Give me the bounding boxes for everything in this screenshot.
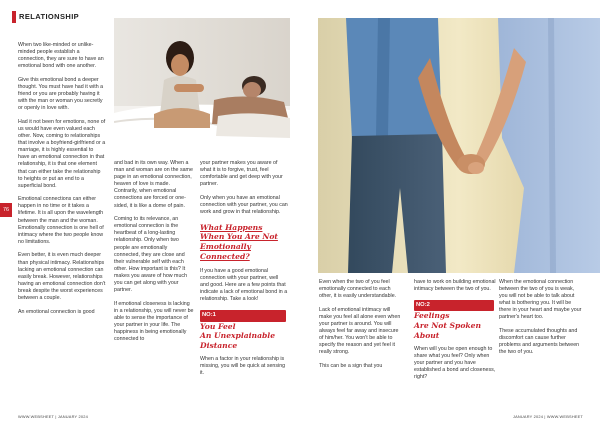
subheading-line: Are Not Spoken	[414, 321, 481, 331]
paragraph: An emotional connection is good	[18, 308, 95, 315]
couple-bed-illustration	[114, 18, 290, 155]
paragraph: Coming to its relevance, an emotional connection is the heartbeat of a long-lasting relationship. Only when two people are emotionally connected, they are close and their vulnerable self with each other. How important is this? It makes you aware of how much you can get along with your partner.	[114, 216, 188, 294]
holding-hands-illustration	[318, 18, 600, 273]
paragraph: If emotional closeness is lacking in a relationship, you will never be able to sense the importance of your partner in your life. The happiness in being emotionally connected to	[114, 300, 194, 343]
text-column-1	[18, 42, 106, 322]
text-column-3	[200, 160, 288, 384]
text-column-2	[414, 279, 496, 388]
text-column-1	[319, 279, 401, 377]
paragraph: Lack of emotional intimacy will make you feel all alone even when your partner is around. You will always feel far away and insecure of him/her. You won't be able to specify the reason and yet feel it really strong.	[319, 306, 401, 356]
paragraph: This can be a sign that you	[319, 362, 383, 369]
right-page	[300, 0, 600, 424]
subheading-1	[200, 310, 288, 351]
paragraph: Give this emotional bond a deeper thought. You must have had it with a friend or you are probably having it with the man or woman you secretly or openly in love with.	[18, 76, 104, 112]
section-heading	[200, 223, 288, 262]
paragraph: Even when the two of you feel emotionally connected to each other, it is easily understandable.	[319, 279, 397, 300]
paragraph: Had it not been for emotions, none of us would have even valued each other. Now, coming to relationships that involve a boyfriend-girlfriend or a marriage, it is highly essential to have an emotional connection in that relationship, it is that one element that can either take the relationship to heights or put an end to a superficial bond.	[18, 118, 106, 189]
footer-right: JANUARY 2024 | WWW.WEBSHEET	[512, 414, 583, 419]
paragraph: have to work on building emotional intimacy between the two of you.	[414, 279, 496, 293]
paragraph: If you have a good emotional connection with your partner, well and good. Here are a few points that indicate a lack of emotional bond in a relationship. Take a look!	[200, 267, 288, 303]
heading-line: Emotionally Connected?	[200, 242, 251, 262]
paragraph: When two like-minded or unlike-minded people establish a connection, they are sure to have an emotional bond with one another.	[18, 42, 104, 70]
paragraph: When will you be open enough to share what you feel? Only when your partner and you have established a bond and closeness, right?	[414, 345, 496, 381]
section-title: RELATIONSHIP	[19, 12, 80, 21]
subheading-line: Distance	[200, 341, 238, 351]
paragraph: When a factor in your relationship is missing, you will be quick at sensing it.	[200, 356, 286, 377]
paragraph: When the emotional connection between the two of you is weak, you will not be able to talk about what is bothering you. It will be there in your heart and maybe your partner's heart too.	[499, 279, 582, 321]
subheading-line: An Unexplainable	[200, 331, 276, 341]
couple-photo-right	[318, 18, 600, 273]
number-badge: NO:2	[414, 300, 494, 312]
page-number: 76	[0, 203, 12, 217]
paragraph: Even better, it is even much deeper than physical intimacy. Relationships lacking an emotional connection can easily break. However, relationships having an emotional connection don't break despite the worst experiences between a couple.	[18, 252, 106, 301]
paragraph: These accumulated thoughts and discomfort can cause further problems and arguments between the two of you.	[499, 328, 580, 356]
paragraph: and bad in its own way. When a man and woman are on the same page in an emotional connection, heaven of love is made. Contrarily, when emotional connections are forced or one-sided, it is like a dome of pain.	[114, 160, 193, 209]
footer-left: WWW.WEBSHEET | JANUARY 2024	[18, 414, 88, 419]
section-marker	[12, 11, 16, 23]
text-column-2	[114, 160, 194, 350]
paragraph: Emotional connections can either happen in no time or it takes a lifetime. It is all upon the wavelength between the man and the woman. Emotionally connection is one hell of intimacy where the two people know no limitations.	[18, 196, 104, 245]
heading-line: When You Are Not	[200, 232, 278, 242]
subheading-line: You Feel	[200, 321, 236, 331]
subheading-line: Feelings	[414, 311, 450, 321]
heading-line: What Happens	[200, 222, 263, 232]
number-badge: NO:1	[200, 310, 286, 322]
paragraph: Only when you have an emotional connection with your partner, you can work and grow in that relationship.	[200, 194, 288, 216]
text-column-3	[499, 279, 583, 363]
subheading-2	[414, 300, 496, 341]
subheading-line: About	[414, 331, 440, 341]
paragraph: your partner makes you aware of what it is to forgive, trust, feel comfortable and get deep with your partner.	[200, 160, 283, 188]
couple-photo-left	[114, 18, 290, 155]
